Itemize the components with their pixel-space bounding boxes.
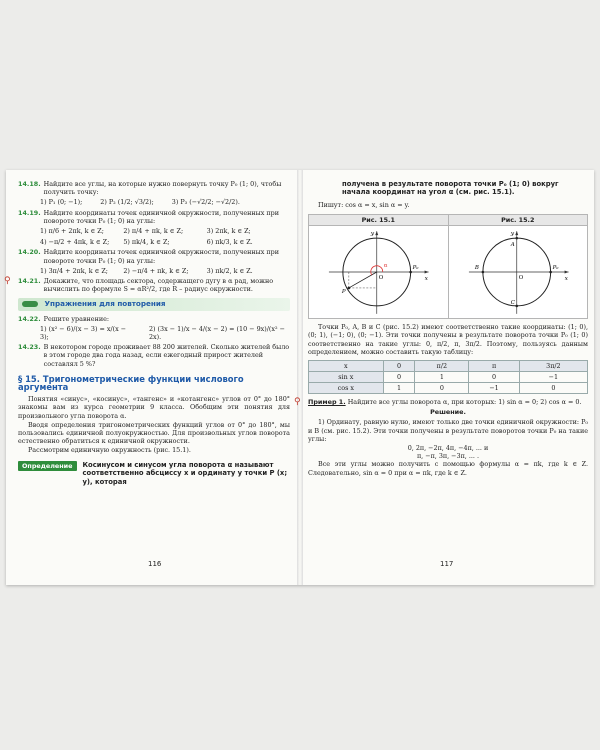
pencil-icon	[22, 301, 38, 307]
table-cell: 0	[383, 361, 415, 372]
table-cell: 0	[519, 383, 587, 394]
table-cell: sin x	[309, 372, 384, 383]
option: 2) (3x − 1)/x − 4/(x − 2) = (10 − 9x)/(x² − 2x).	[148, 324, 285, 342]
table-cell: 0	[383, 372, 415, 383]
paragraph: Вводя определения тригонометрических функций углов от 0° до 180°, мы пользовались единичной полуокружностью. Для произвольных углов поворота естественно обратиться к единичной окружности.	[18, 420, 290, 446]
figures-panel	[308, 214, 588, 319]
definition-block	[18, 461, 290, 486]
table-cell: −1	[519, 372, 587, 383]
origin-label: O	[518, 275, 523, 282]
p-label: P	[341, 289, 346, 296]
option: 6) πk/3, k ∈ Z.	[206, 238, 253, 247]
y-label: y	[510, 230, 514, 238]
x-axis-arrow	[564, 271, 568, 274]
exercise-14-21	[4, 276, 290, 294]
figure-15-1	[309, 226, 448, 318]
exercise-options	[18, 325, 290, 341]
exercise-text: Найдите все углы, на которые нужно повернуть точку P₀ (1; 0), чтобы получить точку:	[43, 180, 282, 197]
point-c	[515, 305, 518, 308]
table-row	[309, 372, 588, 383]
exercise-number: 14.19.	[18, 208, 41, 217]
solution-series: 0, 2π, −2π, 4π, −4π, ... и	[407, 444, 489, 453]
page-number-left: 116	[148, 560, 162, 568]
table-cell: −1	[469, 383, 519, 394]
x-label: x	[564, 275, 568, 283]
c-label: C	[510, 300, 515, 307]
table-cell: π	[469, 361, 519, 372]
table-cell: 1	[415, 372, 469, 383]
b-label: B	[474, 265, 479, 272]
exercise-options	[18, 267, 290, 275]
exercise-options	[18, 198, 290, 206]
definition-label: Определение	[18, 461, 77, 471]
radius-op	[349, 272, 377, 288]
section-title: § 15. Тригонометрические функции числового аргумента	[18, 373, 244, 393]
point-p0	[549, 271, 552, 274]
exercise-14-20	[18, 248, 290, 264]
option: 2) π/4 + πk, k ∈ Z;	[123, 227, 184, 236]
table-cell: cos x	[309, 383, 384, 394]
review-band	[18, 298, 290, 310]
paragraph: Понятия «синус», «косинус», «тангенс» и «котангенс» углов от 0° до 180° знакомы вам из курса геометрии 9 класса. Обобщим эти понятия для произвольного угла поворота α.	[18, 395, 290, 420]
exercise-text: Докажите, что площадь сектора, содержащего дугу в α рад, можно вычислить по формуле S = αR²/2, где R – радиус окружности.	[43, 277, 274, 294]
book-gutter	[297, 170, 303, 585]
exercise-number: 14.20.	[18, 248, 41, 257]
definition-continuation: получена в результате поворота точки P₀ (1; 0) вокруг начала координат на угол α (см. рис. 15.1).	[342, 180, 559, 197]
figure-15-2	[448, 226, 588, 318]
solution-series: π, −π, 3π, −3π, ... .	[416, 452, 480, 461]
example-label: Пример 1.	[308, 398, 346, 407]
table-cell: 1	[383, 383, 415, 394]
exercise-text: Найдите координаты точек единичной окружности, полученных при повороте точки P₀ (1; 0) на углы:	[43, 248, 279, 265]
option: 2) P₂ (1/2; √3/2);	[100, 198, 154, 207]
exercise-text: Решите уравнение:	[43, 314, 110, 323]
table-cell: 3π/2	[519, 361, 587, 372]
values-table	[308, 360, 588, 394]
solution-label: Решение.	[430, 408, 466, 417]
exercise-14-19	[18, 209, 290, 225]
option: 5) πk/4, k ∈ Z;	[123, 238, 170, 247]
origin-label: O	[378, 275, 384, 282]
paragraph: Рассмотрим единичную окружность (рис. 15.1).	[28, 446, 191, 455]
option: 1) (x² − 6)/(x − 3) = x/(x − 3);	[40, 324, 127, 342]
y-label: y	[370, 230, 375, 238]
table-cell: 0	[415, 383, 469, 394]
page-number-right: 117	[440, 560, 454, 568]
exercise-number: 14.21.	[18, 277, 41, 286]
a-label: A	[510, 242, 515, 249]
points-paragraph: Точки P₀, A, B и C (рис. 15.2) имеют соответственно такие координаты: (1; 0), (0; 1), (−1; 0), (0; −1). Эти точки получены в результате поворота точки P₀ (1; 0) соответственно на такие углы: 0, π/2, π, 3π/2. Поэтому, пользуясь данным определением, можно составить такую таблицу:	[308, 323, 588, 356]
option: 1) 3π/4 + 2πk, k ∈ Z;	[40, 266, 108, 275]
example-1	[294, 397, 588, 408]
table-cell: x	[309, 361, 384, 372]
figures-header	[309, 215, 587, 226]
review-band-title: Упражнения для повторения	[44, 299, 166, 309]
exercise-text: Найдите координаты точек единичной окружности, полученных при повороте точки P₀ (1; 0) на углы:	[43, 208, 279, 225]
point-p0	[409, 271, 412, 274]
p0-label: P₀	[552, 265, 559, 272]
exercise-14-23	[18, 343, 290, 368]
example-text: Найдите все углы поворота α, при которых: 1) sin α = 0; 2) cos α = 0.	[347, 398, 582, 407]
exercise-number: 14.22.	[18, 314, 41, 323]
option: 1) P₁ (0; −1);	[40, 198, 83, 207]
key-icon: ⚲	[294, 397, 301, 408]
figure-15-1-title: Рис. 15.1	[361, 216, 395, 225]
solution-paragraph: 1) Ординату, равную нулю, имеют только две точки единичной окружности: P₀ и B (см. рис. 15.2). Эти точки получены в результате поворотов точки P₀ на такие углы:	[308, 418, 588, 443]
x-axis-arrow	[425, 271, 429, 274]
x-label: x	[424, 275, 428, 283]
y-axis-arrow	[515, 231, 518, 235]
option: 3) 2πk, k ∈ Z;	[206, 227, 251, 236]
option: 4) −π/2 + 4πk, k ∈ Z;	[40, 238, 110, 247]
alpha-label: α	[383, 263, 388, 270]
formula-line: Пишут: cos α = x, sin α = y.	[318, 200, 410, 209]
point-b	[481, 271, 484, 274]
point-p	[348, 287, 351, 290]
exercise-14-18	[18, 180, 290, 196]
table-row	[309, 361, 588, 372]
option: 1) π/6 + 2πk, k ∈ Z;	[40, 227, 104, 236]
table-cell: 0	[469, 372, 519, 383]
exercise-number: 14.18.	[18, 180, 41, 188]
left-page	[4, 180, 290, 486]
definition-text: Косинусом и синусом угла поворота α называют соответственно абсциссу x и ординату y точки P (x; y), которая	[82, 460, 288, 486]
right-page	[294, 180, 588, 478]
table-row	[309, 383, 588, 394]
p0-label: P₀	[412, 265, 419, 272]
exercise-14-22	[18, 315, 290, 323]
point-a	[515, 237, 518, 240]
option: 2) −π/4 + πk, k ∈ Z;	[123, 266, 189, 275]
figure-15-2-title: Рис. 15.2	[448, 215, 588, 225]
key-icon: ⚲	[4, 276, 11, 287]
exercise-text: В некотором городе проживает 88 200 жителей. Сколько жителей было в этом городе два года назад, если ежегодный прирост жителей составлял 5 %?	[43, 343, 290, 368]
solution-paragraph: Все эти углы можно получить с помощью формулы α = πk, где k ∈ Z. Следовательно, sin α = 0 при α = πk, где k ∈ Z.	[308, 460, 588, 477]
exercise-number: 14.23.	[18, 343, 41, 352]
figures-row	[309, 226, 587, 318]
table-cell: π/2	[415, 361, 469, 372]
option: 3) P₃ (−√2/2; −√2/2).	[171, 198, 240, 207]
option: 3) πk/2, k ∈ Z.	[206, 266, 253, 275]
y-axis-arrow	[375, 231, 378, 235]
exercise-options	[18, 227, 290, 246]
